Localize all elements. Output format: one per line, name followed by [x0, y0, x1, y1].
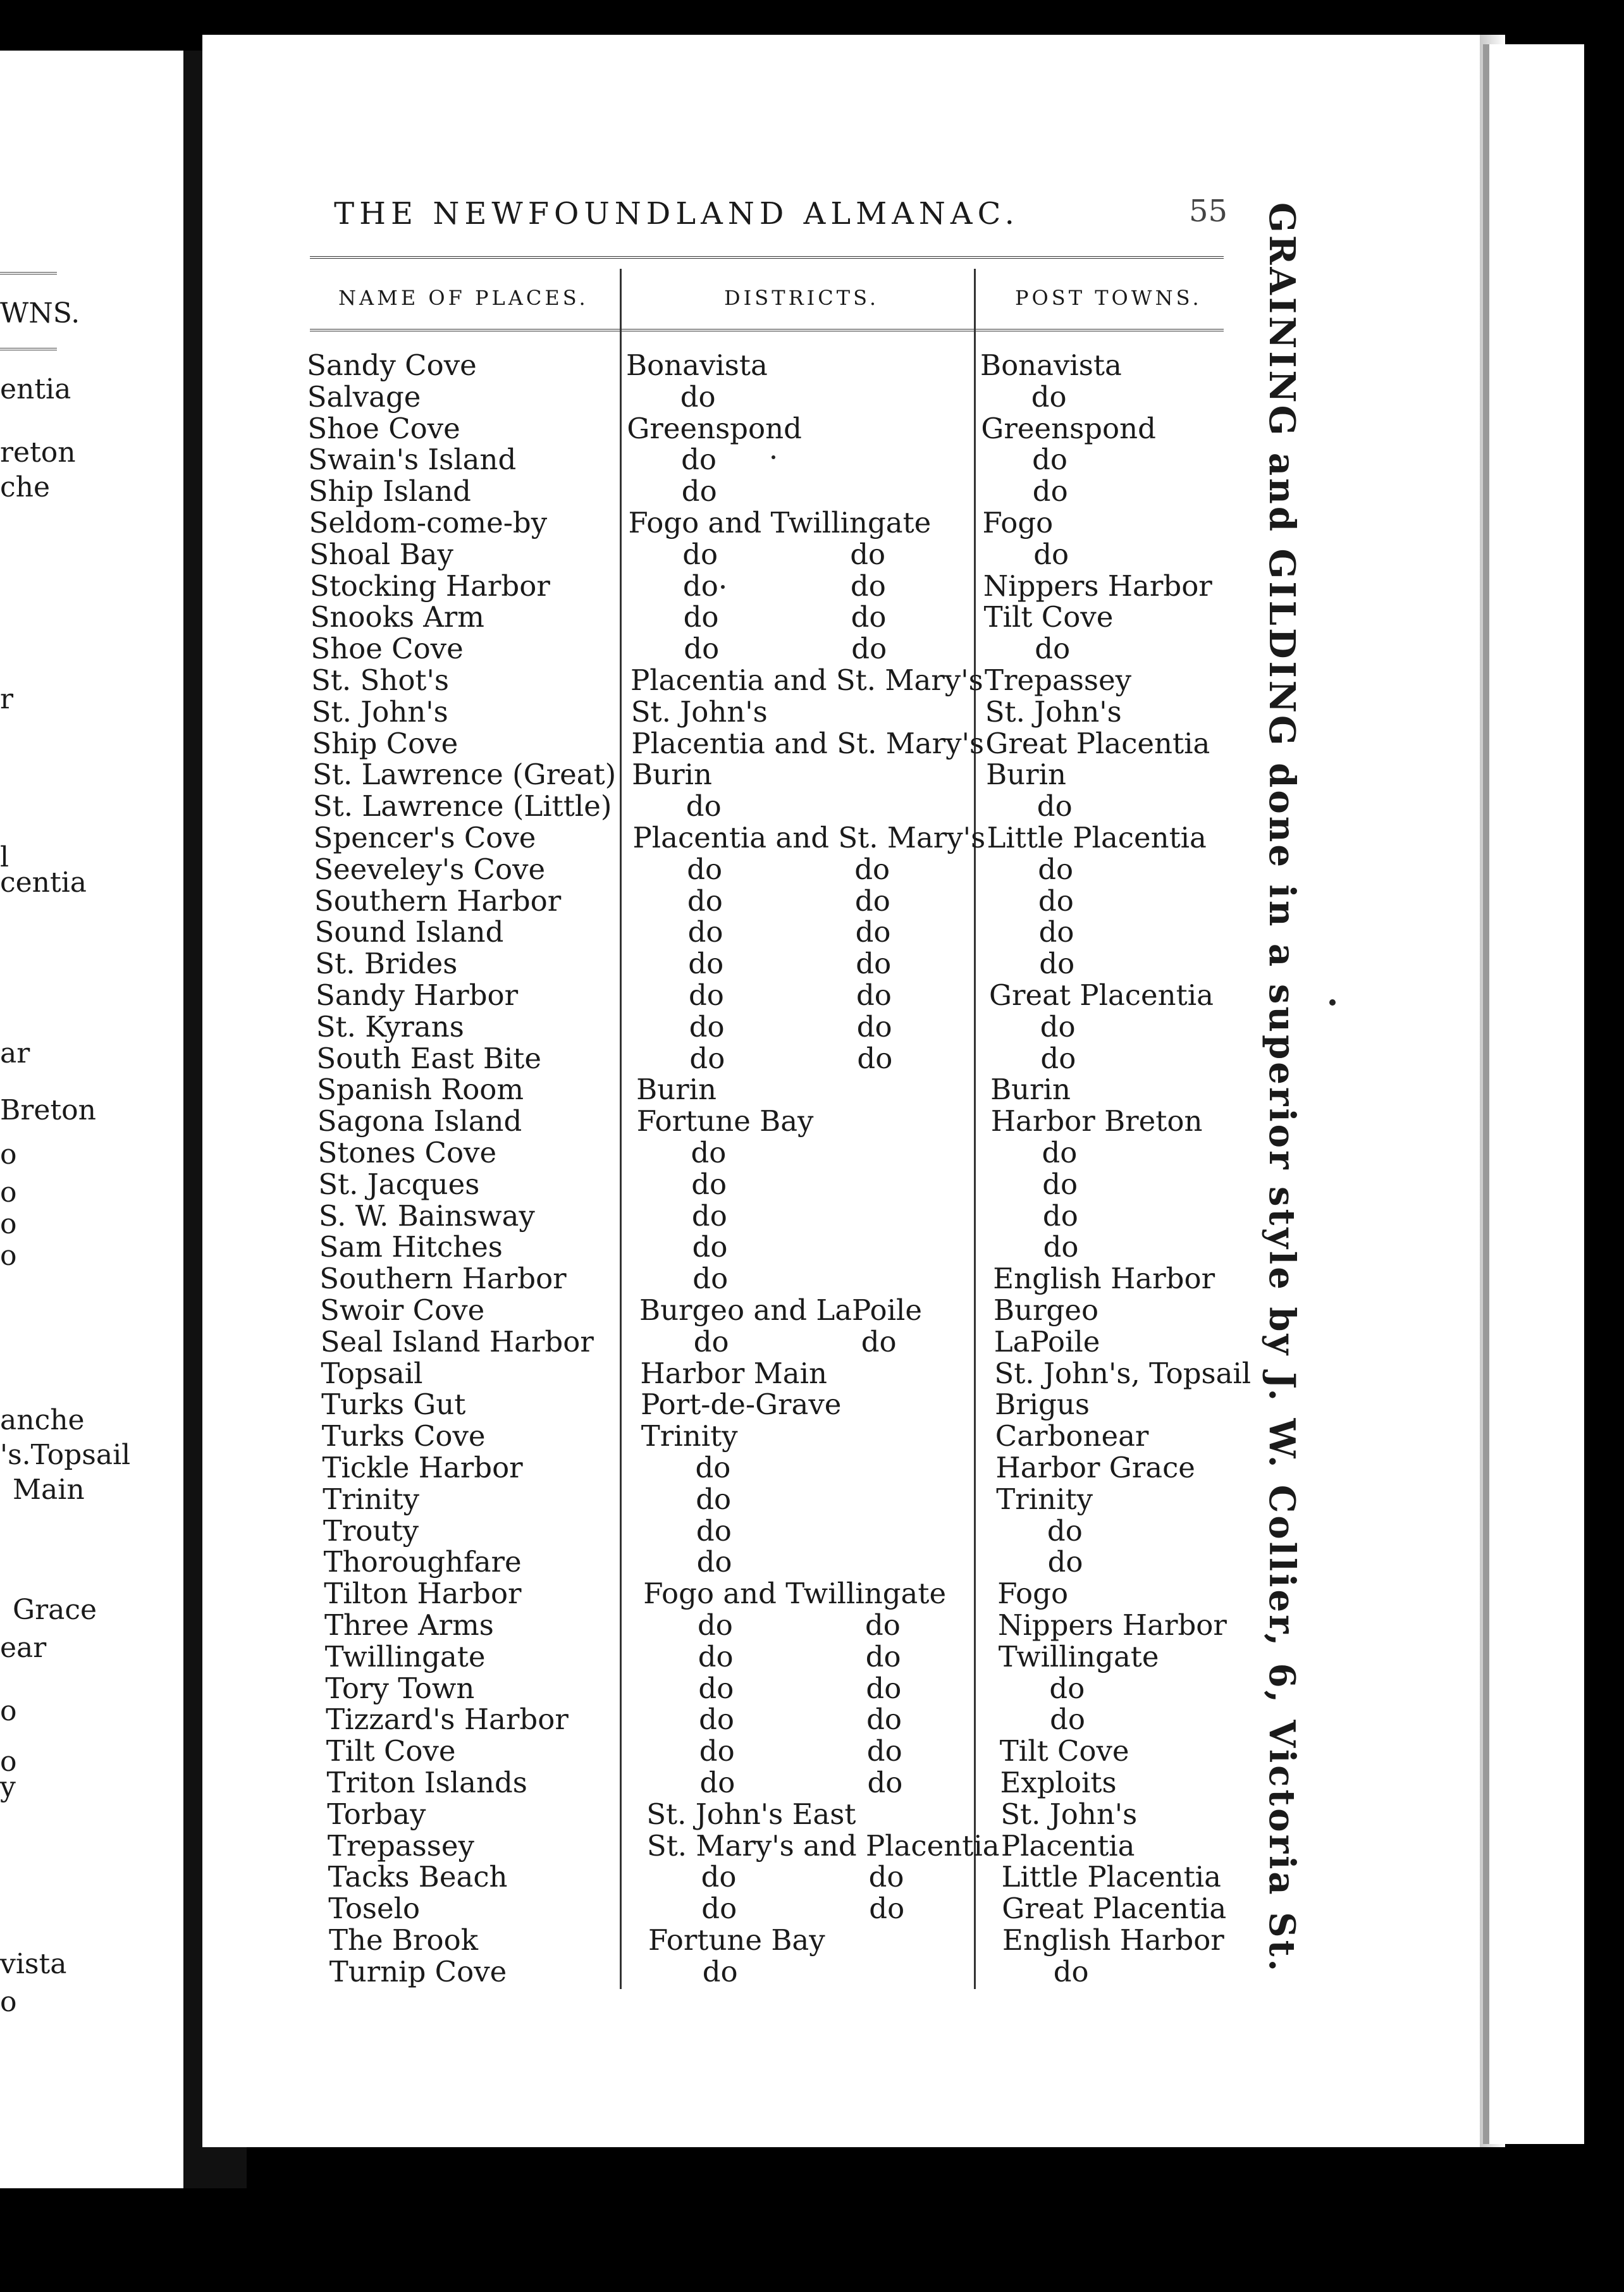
district: do — [687, 884, 723, 918]
place-name: Torbay — [327, 1797, 426, 1831]
table-row — [312, 696, 1222, 728]
left-page-fragment: o — [0, 1208, 17, 1240]
place-name: Shoe Cove — [311, 632, 464, 666]
post-town: Great Placentia — [1002, 1892, 1227, 1926]
column-header-district: DISTRICTS. — [724, 286, 880, 310]
left-page-fragment: centia — [0, 866, 87, 899]
place-name: Sandy Harbor — [316, 978, 519, 1012]
place-name: Trouty — [323, 1513, 419, 1548]
table-row — [314, 854, 1224, 885]
table-row — [318, 1137, 1229, 1169]
post-town: do — [1040, 1041, 1076, 1075]
district: do — [681, 443, 717, 477]
post-town: do — [1031, 379, 1067, 414]
district: do — [682, 537, 718, 571]
post-town: Placentia — [1000, 1828, 1135, 1863]
table-row — [321, 1389, 1232, 1420]
table-row — [327, 1767, 1238, 1799]
district-second-do: do — [854, 852, 890, 886]
place-name: Ship Cove — [312, 726, 458, 760]
place-name: St. Lawrence (Little) — [312, 789, 612, 823]
district-second-do: do — [850, 537, 886, 571]
district: do — [699, 1734, 735, 1768]
district: do — [691, 1198, 727, 1233]
table-row — [323, 1452, 1233, 1484]
table-row — [312, 759, 1223, 791]
district: do — [701, 1892, 737, 1926]
district: Fogo and Twillingate — [643, 1577, 947, 1611]
post-town: Carbonear — [995, 1419, 1149, 1453]
post-town: do — [1042, 1198, 1078, 1233]
place-name: Sandy Cove — [307, 348, 477, 382]
post-town: do — [1038, 852, 1074, 886]
table-row — [323, 1515, 1234, 1547]
post-town: do — [1038, 915, 1074, 949]
place-name: Three Arms — [324, 1608, 494, 1642]
place-name: St. Brides — [315, 947, 458, 981]
post-town: do — [1035, 632, 1071, 666]
post-town: Tilt Cove — [999, 1734, 1129, 1768]
district-second-do: do — [868, 1860, 904, 1894]
district: do — [684, 632, 720, 666]
place-name: Sound Island — [314, 915, 504, 949]
table-row — [317, 1074, 1227, 1106]
post-town: do — [1033, 537, 1069, 571]
place-name: Tilton Harbor — [324, 1577, 522, 1611]
table-row — [321, 1356, 1252, 1390]
district-second-do: do — [866, 1734, 902, 1768]
post-town: do — [1032, 443, 1067, 477]
table-row — [307, 381, 1218, 413]
left-page-fragment: Grace — [13, 1594, 97, 1626]
district: Greenspond — [627, 411, 802, 445]
district: St. Mary's and Placentia — [646, 1828, 1000, 1863]
place-name: Turks Gut — [321, 1388, 466, 1422]
table-row — [318, 1169, 1229, 1200]
post-town: Tilt Cove — [983, 600, 1114, 634]
post-town: Nippers Harbor — [983, 569, 1212, 603]
table-row — [328, 1893, 1239, 1925]
district: do — [686, 789, 722, 823]
place-name: Spanish Room — [317, 1073, 524, 1107]
table-row — [316, 980, 1226, 1011]
place-name: Tory Town — [325, 1671, 475, 1705]
page-edge-stack — [1483, 44, 1584, 2144]
district: Placentia and St. Mary's — [631, 726, 985, 760]
post-town: St. John's — [985, 694, 1122, 729]
table-row — [307, 413, 1218, 445]
district: do — [702, 1954, 738, 1988]
print-speck — [772, 455, 775, 459]
district-second-do: do — [855, 915, 891, 949]
district: do — [688, 947, 724, 981]
district: Fortune Bay — [648, 1923, 825, 1957]
post-town: do — [1040, 1009, 1076, 1044]
table-row — [319, 1231, 1230, 1263]
place-name: Tacks Beach — [328, 1860, 508, 1894]
left-page-fragment: y — [0, 1771, 16, 1803]
column-header-post-town: POST TOWNS. — [1015, 286, 1202, 310]
place-name: South East Bite — [316, 1041, 541, 1075]
district: do — [695, 1451, 731, 1484]
left-page-fragment: 's.Topsail — [0, 1439, 131, 1471]
district: do — [689, 1041, 725, 1075]
district: do — [689, 1009, 725, 1044]
district-second-do: do — [867, 1766, 903, 1799]
place-name: St. Jacques — [318, 1167, 480, 1201]
post-town: do — [1043, 1230, 1079, 1264]
place-name: Trinity — [323, 1482, 419, 1516]
district-second-do: do — [869, 1892, 905, 1926]
place-name: Snooks Arm — [310, 600, 484, 634]
district: Burin — [632, 758, 713, 792]
table-row — [324, 1610, 1235, 1641]
left-page-fragment: vista — [0, 1948, 67, 1980]
column-header-name: NAME OF PLACES. — [338, 286, 589, 310]
place-name: Sagona Island — [317, 1104, 522, 1138]
district: Harbor Main — [640, 1356, 827, 1390]
header-rule — [310, 256, 1224, 259]
print-speck — [721, 585, 725, 589]
post-town: do — [1032, 474, 1068, 508]
post-town: do — [1047, 1513, 1083, 1548]
place-name: Thoroughfare — [323, 1545, 522, 1579]
post-town: St. John's — [1000, 1797, 1138, 1831]
table-row — [308, 444, 1219, 476]
district: do — [692, 1230, 728, 1264]
table-row — [326, 1704, 1236, 1735]
district: Burgeo and LaPoile — [639, 1293, 922, 1327]
place-name: Turnip Cove — [329, 1954, 507, 1988]
post-town: Brigus — [995, 1388, 1090, 1422]
table-row — [312, 728, 1222, 760]
district: do — [680, 379, 716, 414]
table-row — [314, 822, 1224, 854]
left-page-fragment: o — [0, 1695, 17, 1727]
district: do — [687, 852, 723, 886]
place-name: Stocking Harbor — [309, 569, 550, 603]
post-town: Bonavista — [980, 348, 1122, 382]
table-row — [329, 1925, 1240, 1956]
district: do — [681, 474, 717, 508]
post-town: do — [1042, 1136, 1078, 1169]
post-town: Little Placentia — [1001, 1860, 1221, 1894]
district: do — [691, 1167, 727, 1201]
district: Placentia and St. Mary's — [632, 821, 986, 854]
district-second-do: do — [865, 1608, 901, 1642]
place-name: Salvage — [307, 379, 421, 414]
district: do — [698, 1608, 733, 1642]
table-row — [309, 476, 1219, 507]
place-name: Tizzard's Harbor — [326, 1703, 569, 1737]
table-row — [310, 570, 1221, 602]
post-town: Harbor Breton — [990, 1104, 1203, 1138]
place-name: St. John's — [311, 694, 448, 729]
post-town: St. John's, Topsail — [994, 1356, 1252, 1390]
table-row — [313, 791, 1224, 822]
left-page-fragment: r — [0, 683, 14, 715]
district: Burin — [636, 1073, 717, 1107]
post-town: Fogo — [997, 1577, 1069, 1611]
left-page-fragment: ear — [0, 1632, 47, 1664]
district: Port-de-Grave — [641, 1388, 842, 1422]
post-town: Trepassey — [985, 663, 1132, 697]
post-town: Greenspond — [981, 411, 1156, 445]
page-number: 55 — [1189, 194, 1228, 229]
post-town: do — [1053, 1954, 1089, 1988]
left-page-rule — [0, 272, 57, 274]
district: Bonavista — [626, 348, 768, 382]
left-page-fragment: o — [0, 1746, 17, 1778]
post-town: Fogo — [982, 506, 1054, 539]
district: Fogo and Twillingate — [628, 506, 932, 539]
district-second-do: do — [851, 600, 887, 634]
district-second-do: do — [865, 1639, 901, 1673]
post-town: do — [1042, 1167, 1078, 1201]
left-page-fragment: l — [0, 841, 9, 873]
district-second-do: do — [856, 947, 892, 981]
left-page-fragment: reton — [0, 436, 76, 469]
table-row — [329, 1956, 1240, 1988]
side-advertisement: GRAINING and GILDING done in a superior style by J. W. Collier, 6, Victoria St. — [1261, 202, 1303, 1974]
place-name: Spencer's Cove — [313, 821, 536, 854]
place-name: S. W. Bainsway — [318, 1198, 535, 1233]
district-second-do: do — [851, 632, 887, 666]
table-row — [311, 601, 1221, 633]
district: do — [687, 915, 723, 949]
table-row — [323, 1484, 1233, 1515]
district: do — [701, 1860, 737, 1894]
table-row — [327, 1799, 1238, 1830]
place-name: Tickle Harbor — [322, 1451, 523, 1484]
place-name: St. Kyrans — [316, 1009, 464, 1044]
district: St. John's — [631, 694, 768, 729]
place-name: Triton Islands — [326, 1766, 527, 1799]
left-page-rule — [0, 348, 57, 350]
table-row — [324, 1546, 1234, 1578]
column-header-rule — [310, 329, 1224, 331]
district: do — [698, 1671, 734, 1705]
post-town: Nippers Harbor — [998, 1608, 1227, 1642]
post-town: Little Placentia — [987, 821, 1207, 854]
table-row — [324, 1578, 1234, 1610]
post-town: Great Placentia — [989, 978, 1214, 1012]
district-second-do: do — [861, 1324, 897, 1359]
post-town: English Harbor — [1002, 1923, 1224, 1957]
place-name: Tilt Cove — [326, 1734, 456, 1768]
table-row — [315, 948, 1226, 980]
district: Fortune Bay — [636, 1104, 814, 1138]
place-name: Shoe Cove — [307, 411, 460, 445]
table-row — [319, 1263, 1230, 1295]
table-row — [314, 885, 1225, 917]
left-page-fragment: Breton — [0, 1094, 96, 1126]
left-page-fragment: o — [0, 1986, 17, 2018]
table-row — [326, 1735, 1237, 1767]
place-name: Trepassey — [327, 1828, 474, 1863]
district: do — [696, 1482, 732, 1516]
place-name: The Brook — [329, 1923, 478, 1957]
post-town: Trinity — [996, 1482, 1093, 1516]
running-head: THE NEWFOUNDLAND ALMANAC. — [334, 196, 1019, 231]
district: Placentia and St. Mary's — [631, 663, 983, 697]
table-row — [309, 507, 1220, 539]
left-page-fragment: o — [0, 1138, 17, 1171]
place-name: Stones Cove — [317, 1136, 497, 1169]
table-row — [311, 633, 1221, 665]
district-second-do: do — [866, 1671, 902, 1705]
district-second-do: do — [866, 1703, 902, 1737]
left-page-fragment: o — [0, 1176, 17, 1209]
district: do — [696, 1545, 732, 1579]
place-name: Swain's Island — [308, 443, 517, 477]
district: do — [692, 1262, 729, 1296]
table-row — [325, 1673, 1236, 1704]
post-town: Burgeo — [993, 1293, 1099, 1327]
place-name: Swoir Cove — [320, 1293, 485, 1327]
district: do — [699, 1703, 734, 1737]
post-town: do — [1038, 884, 1074, 918]
left-page-fragment: anche — [0, 1404, 85, 1436]
district-second-do: do — [850, 569, 886, 603]
district-second-do: do — [854, 884, 890, 918]
table-row — [316, 1043, 1227, 1075]
table-row — [315, 916, 1226, 948]
post-town: Exploits — [1000, 1766, 1117, 1799]
place-name: Sam Hitches — [319, 1230, 503, 1264]
place-name: Ship Island — [308, 474, 471, 508]
district-second-do: do — [857, 1041, 893, 1075]
place-name: Seldom-come-by — [309, 506, 548, 539]
table-row — [316, 1011, 1227, 1043]
print-speck — [1329, 999, 1336, 1006]
post-town: LaPoile — [993, 1324, 1100, 1359]
place-name: Twillingate — [324, 1639, 486, 1673]
table-row — [311, 665, 1222, 696]
district: do — [682, 569, 718, 603]
district: do — [696, 1513, 732, 1548]
left-page-fragment: entia — [0, 373, 71, 405]
post-town: English Harbor — [993, 1262, 1215, 1296]
place-name: Toselo — [328, 1892, 421, 1926]
post-town: Great Placentia — [985, 726, 1210, 760]
district: Trinity — [641, 1419, 738, 1453]
place-name: St. Shot's — [311, 663, 449, 697]
place-name: Seal Island Harbor — [320, 1324, 594, 1359]
place-name: Shoal Bay — [309, 537, 453, 571]
place-name: Topsail — [321, 1356, 423, 1390]
place-name: Southern Harbor — [319, 1262, 567, 1296]
district: do — [698, 1639, 734, 1673]
post-town: do — [1039, 947, 1075, 981]
post-town: do — [1047, 1545, 1083, 1579]
table-row — [321, 1326, 1231, 1358]
place-name: St. Lawrence (Great) — [312, 758, 617, 792]
table-row — [319, 1200, 1229, 1232]
district: do — [693, 1324, 729, 1359]
district: do — [691, 1136, 727, 1169]
place-name: Southern Harbor — [314, 884, 562, 918]
left-page-fragment: ar — [0, 1037, 30, 1069]
left-page-fragment: WNS. — [0, 297, 80, 330]
table-row — [320, 1295, 1231, 1326]
table-row — [317, 1106, 1228, 1137]
district: St. John's East — [646, 1797, 856, 1831]
left-page-fragment: o — [0, 1240, 17, 1272]
table-row — [328, 1861, 1239, 1893]
district: do — [699, 1766, 735, 1799]
place-name: Turks Cove — [321, 1419, 486, 1453]
left-page-fragment: Main — [13, 1474, 85, 1506]
left-page-fragment: che — [0, 471, 51, 503]
post-town: Burin — [986, 758, 1067, 792]
table-row — [309, 539, 1220, 570]
post-town: do — [1050, 1703, 1085, 1737]
post-town: Twillingate — [998, 1639, 1159, 1673]
district-second-do: do — [856, 978, 892, 1012]
district: do — [683, 600, 719, 634]
district-second-do: do — [856, 1009, 892, 1044]
post-town: Burin — [990, 1073, 1071, 1107]
post-town: Harbor Grace — [995, 1451, 1195, 1484]
post-town: do — [1037, 789, 1073, 823]
post-town: do — [1049, 1671, 1085, 1705]
district: do — [689, 978, 724, 1012]
table-row — [322, 1420, 1233, 1452]
table-row — [307, 350, 1217, 381]
place-name: Seeveley's Cove — [314, 852, 546, 886]
table-row — [328, 1830, 1238, 1862]
table-row — [325, 1641, 1236, 1673]
